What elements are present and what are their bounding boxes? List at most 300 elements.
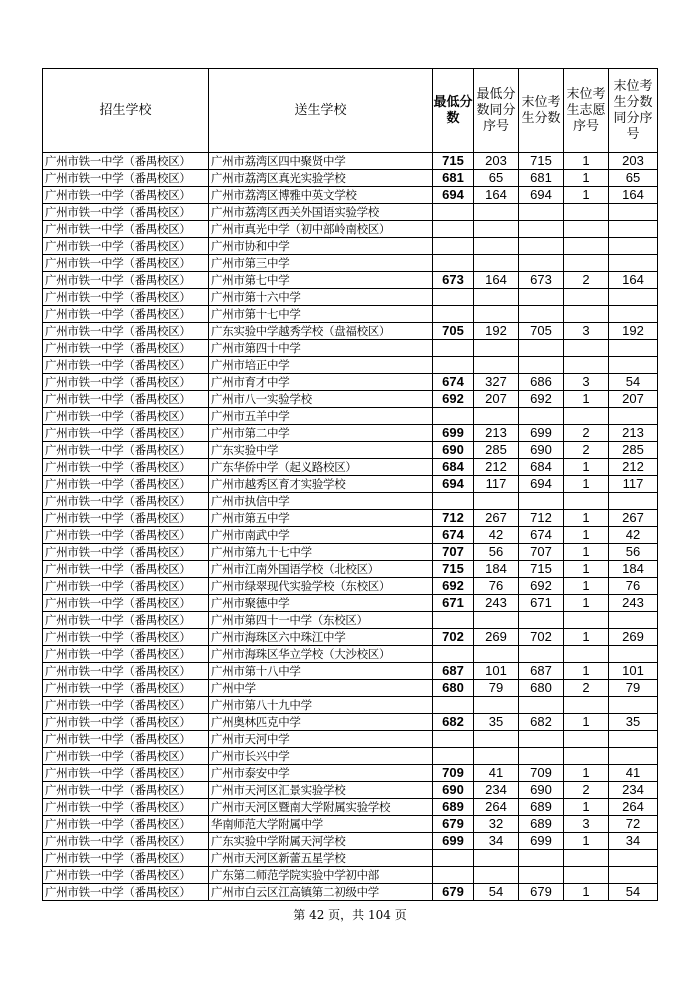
last-choice-cell xyxy=(564,289,609,306)
last-score-cell: 699 xyxy=(519,425,564,442)
min-score-rank-cell: 79 xyxy=(474,680,519,697)
last-score-rank-cell xyxy=(609,306,658,323)
recruit-school-cell: 广州市铁一中学（番禺校区） xyxy=(43,425,209,442)
last-choice-cell: 1 xyxy=(564,629,609,646)
min-score-rank-cell xyxy=(474,289,519,306)
last-score-rank-cell: 267 xyxy=(609,510,658,527)
table-row xyxy=(43,850,658,867)
last-score-cell: 692 xyxy=(519,578,564,595)
last-score-cell xyxy=(519,646,564,663)
min-score-cell xyxy=(433,204,474,221)
last-score-rank-cell: 234 xyxy=(609,782,658,799)
min-score-rank-cell: 184 xyxy=(474,561,519,578)
min-score-cell: 707 xyxy=(433,544,474,561)
sending-school-cell: 广州市聚德中学 xyxy=(209,595,433,612)
last-choice-cell: 1 xyxy=(564,663,609,680)
sending-school-cell: 广州市八一实验学校 xyxy=(209,391,433,408)
min-score-cell: 690 xyxy=(433,782,474,799)
min-score-rank-cell: 164 xyxy=(474,272,519,289)
min-score-cell: 689 xyxy=(433,799,474,816)
recruit-school-cell: 广州市铁一中学（番禺校区） xyxy=(43,459,209,476)
header-min-score-rank: 最低分数同分序号 xyxy=(474,69,519,153)
recruit-school-cell: 广州市铁一中学（番禺校区） xyxy=(43,646,209,663)
last-choice-cell: 1 xyxy=(564,476,609,493)
table-row xyxy=(43,408,658,425)
min-score-cell xyxy=(433,850,474,867)
sending-school-cell: 广州市第四十一中学（东校区） xyxy=(209,612,433,629)
last-choice-cell xyxy=(564,204,609,221)
last-choice-cell xyxy=(564,867,609,884)
min-score-rank-cell xyxy=(474,408,519,425)
sending-school-cell: 广州市白云区江高镇第二初级中学 xyxy=(209,884,433,901)
min-score-rank-cell: 41 xyxy=(474,765,519,782)
min-score-rank-cell: 285 xyxy=(474,442,519,459)
min-score-rank-cell xyxy=(474,221,519,238)
recruit-school-cell: 广州市铁一中学（番禺校区） xyxy=(43,731,209,748)
last-choice-cell: 1 xyxy=(564,391,609,408)
last-score-cell: 692 xyxy=(519,391,564,408)
min-score-cell: 699 xyxy=(433,833,474,850)
min-score-rank-cell: 234 xyxy=(474,782,519,799)
last-score-cell: 673 xyxy=(519,272,564,289)
last-choice-cell: 1 xyxy=(564,578,609,595)
header-last-score: 末位考生分数 xyxy=(519,69,564,153)
last-score-cell: 709 xyxy=(519,765,564,782)
last-score-rank-cell: 72 xyxy=(609,816,658,833)
last-score-cell: 699 xyxy=(519,833,564,850)
min-score-rank-cell: 34 xyxy=(474,833,519,850)
table-row xyxy=(43,170,658,187)
table-row xyxy=(43,544,658,561)
recruit-school-cell: 广州市铁一中学（番禺校区） xyxy=(43,272,209,289)
last-score-cell: 690 xyxy=(519,442,564,459)
admission-table xyxy=(42,68,658,901)
min-score-rank-cell: 203 xyxy=(474,153,519,170)
last-choice-cell xyxy=(564,408,609,425)
last-score-rank-cell xyxy=(609,221,658,238)
last-score-cell: 671 xyxy=(519,595,564,612)
min-score-rank-cell: 35 xyxy=(474,714,519,731)
min-score-rank-cell: 243 xyxy=(474,595,519,612)
min-score-cell: 709 xyxy=(433,765,474,782)
min-score-rank-cell: 76 xyxy=(474,578,519,595)
last-score-cell: 680 xyxy=(519,680,564,697)
sending-school-cell: 广东实验中学越秀学校（盘福校区） xyxy=(209,323,433,340)
table-row xyxy=(43,765,658,782)
sending-school-cell: 广东第二师范学院实验中学初中部 xyxy=(209,867,433,884)
recruit-school-cell: 广州市铁一中学（番禺校区） xyxy=(43,442,209,459)
recruit-school-cell: 广州市铁一中学（番禺校区） xyxy=(43,374,209,391)
last-score-rank-cell xyxy=(609,340,658,357)
last-choice-cell: 1 xyxy=(564,170,609,187)
min-score-cell: 715 xyxy=(433,153,474,170)
last-choice-cell: 1 xyxy=(564,510,609,527)
last-choice-cell: 1 xyxy=(564,714,609,731)
min-score-rank-cell xyxy=(474,850,519,867)
last-score-cell xyxy=(519,306,564,323)
sending-school-cell: 广州市江南外国语学校（北校区） xyxy=(209,561,433,578)
last-choice-cell xyxy=(564,731,609,748)
recruit-school-cell: 广州市铁一中学（番禺校区） xyxy=(43,612,209,629)
min-score-cell: 674 xyxy=(433,527,474,544)
last-score-rank-cell: 42 xyxy=(609,527,658,544)
min-score-cell: 681 xyxy=(433,170,474,187)
last-choice-cell xyxy=(564,697,609,714)
last-score-rank-cell xyxy=(609,238,658,255)
sending-school-cell: 广州市执信中学 xyxy=(209,493,433,510)
last-score-rank-cell xyxy=(609,697,658,714)
min-score-rank-cell: 56 xyxy=(474,544,519,561)
sending-school-cell: 广东实验中学 xyxy=(209,442,433,459)
last-choice-cell: 1 xyxy=(564,544,609,561)
sending-school-cell: 广州市第三中学 xyxy=(209,255,433,272)
last-score-rank-cell: 184 xyxy=(609,561,658,578)
last-choice-cell: 1 xyxy=(564,833,609,850)
sending-school-cell: 广州市第八十九中学 xyxy=(209,697,433,714)
sending-school-cell: 广州市荔湾区真光实验学校 xyxy=(209,170,433,187)
table-row xyxy=(43,731,658,748)
table-row xyxy=(43,782,658,799)
min-score-cell: 682 xyxy=(433,714,474,731)
recruit-school-cell: 广州市铁一中学（番禺校区） xyxy=(43,629,209,646)
min-score-rank-cell: 117 xyxy=(474,476,519,493)
sending-school-cell: 广州市海珠区六中珠江中学 xyxy=(209,629,433,646)
min-score-rank-cell xyxy=(474,748,519,765)
sending-school-cell: 广州中学 xyxy=(209,680,433,697)
sending-school-cell: 广州市长兴中学 xyxy=(209,748,433,765)
min-score-rank-cell: 212 xyxy=(474,459,519,476)
last-score-cell: 684 xyxy=(519,459,564,476)
last-score-cell: 682 xyxy=(519,714,564,731)
table-row xyxy=(43,153,658,170)
recruit-school-cell: 广州市铁一中学（番禺校区） xyxy=(43,170,209,187)
sending-school-cell: 广州市真光中学（初中部岭南校区） xyxy=(209,221,433,238)
min-score-rank-cell xyxy=(474,867,519,884)
min-score-rank-cell: 54 xyxy=(474,884,519,901)
min-score-rank-cell: 267 xyxy=(474,510,519,527)
table-row xyxy=(43,680,658,697)
sending-school-cell: 广州市荔湾区四中聚贤中学 xyxy=(209,153,433,170)
min-score-cell xyxy=(433,748,474,765)
last-choice-cell: 2 xyxy=(564,442,609,459)
min-score-cell xyxy=(433,646,474,663)
min-score-rank-cell: 269 xyxy=(474,629,519,646)
table-row xyxy=(43,867,658,884)
last-choice-cell xyxy=(564,255,609,272)
recruit-school-cell: 广州市铁一中学（番禺校区） xyxy=(43,289,209,306)
last-choice-cell: 1 xyxy=(564,187,609,204)
recruit-school-cell: 广州市铁一中学（番禺校区） xyxy=(43,544,209,561)
table-row xyxy=(43,391,658,408)
table-row xyxy=(43,697,658,714)
table-row xyxy=(43,357,658,374)
sending-school-cell: 广州市第七中学 xyxy=(209,272,433,289)
last-choice-cell: 3 xyxy=(564,816,609,833)
min-score-cell: 694 xyxy=(433,187,474,204)
table-row xyxy=(43,238,658,255)
recruit-school-cell: 广州市铁一中学（番禺校区） xyxy=(43,867,209,884)
last-score-rank-cell xyxy=(609,646,658,663)
last-score-rank-cell: 41 xyxy=(609,765,658,782)
sending-school-cell: 广州市天河区汇景实验学校 xyxy=(209,782,433,799)
min-score-cell: 679 xyxy=(433,884,474,901)
table-row xyxy=(43,476,658,493)
sending-school-cell: 广州市协和中学 xyxy=(209,238,433,255)
recruit-school-cell: 广州市铁一中学（番禺校区） xyxy=(43,357,209,374)
min-score-rank-cell xyxy=(474,255,519,272)
last-choice-cell xyxy=(564,612,609,629)
min-score-rank-cell: 164 xyxy=(474,187,519,204)
last-score-rank-cell: 34 xyxy=(609,833,658,850)
min-score-cell: 694 xyxy=(433,476,474,493)
min-score-rank-cell xyxy=(474,306,519,323)
table-row xyxy=(43,323,658,340)
min-score-rank-cell: 32 xyxy=(474,816,519,833)
last-choice-cell: 1 xyxy=(564,884,609,901)
last-score-cell xyxy=(519,204,564,221)
recruit-school-cell: 广州市铁一中学（番禺校区） xyxy=(43,748,209,765)
sending-school-cell: 广州市泰安中学 xyxy=(209,765,433,782)
last-score-cell: 679 xyxy=(519,884,564,901)
last-score-cell: 705 xyxy=(519,323,564,340)
table-row xyxy=(43,425,658,442)
header-last-choice: 末位考生志愿序号 xyxy=(564,69,609,153)
last-score-rank-cell xyxy=(609,204,658,221)
last-choice-cell: 1 xyxy=(564,799,609,816)
last-choice-cell xyxy=(564,340,609,357)
table-row xyxy=(43,221,658,238)
last-score-cell: 694 xyxy=(519,187,564,204)
last-score-cell xyxy=(519,493,564,510)
min-score-cell xyxy=(433,612,474,629)
page-footer: 第 42 页，共 104 页 xyxy=(293,908,407,922)
table-row xyxy=(43,272,658,289)
sending-school-cell: 广州市天河区新蕾五星学校 xyxy=(209,850,433,867)
sending-school-cell: 广州市越秀区育才实验学校 xyxy=(209,476,433,493)
recruit-school-cell: 广州市铁一中学（番禺校区） xyxy=(43,714,209,731)
table-row xyxy=(43,663,658,680)
last-score-cell: 687 xyxy=(519,663,564,680)
last-score-cell: 702 xyxy=(519,629,564,646)
last-score-cell xyxy=(519,255,564,272)
table-row xyxy=(43,646,658,663)
min-score-cell: 699 xyxy=(433,425,474,442)
min-score-cell xyxy=(433,306,474,323)
last-choice-cell xyxy=(564,493,609,510)
last-score-cell: 715 xyxy=(519,561,564,578)
last-score-cell: 674 xyxy=(519,527,564,544)
last-score-cell: 681 xyxy=(519,170,564,187)
header-last-score-rank: 末位考生分数同分序号 xyxy=(609,69,658,153)
sending-school-cell: 广州市第九十七中学 xyxy=(209,544,433,561)
recruit-school-cell: 广州市铁一中学（番禺校区） xyxy=(43,391,209,408)
last-score-rank-cell xyxy=(609,357,658,374)
last-score-rank-cell: 269 xyxy=(609,629,658,646)
recruit-school-cell: 广州市铁一中学（番禺校区） xyxy=(43,221,209,238)
last-score-rank-cell: 101 xyxy=(609,663,658,680)
min-score-rank-cell xyxy=(474,731,519,748)
table-row xyxy=(43,289,658,306)
sending-school-cell: 广州市第十六中学 xyxy=(209,289,433,306)
min-score-cell xyxy=(433,238,474,255)
min-score-cell: 671 xyxy=(433,595,474,612)
last-score-rank-cell: 35 xyxy=(609,714,658,731)
last-choice-cell: 3 xyxy=(564,374,609,391)
last-choice-cell: 1 xyxy=(564,459,609,476)
header-sending-school: 送生学校 xyxy=(209,69,433,153)
min-score-cell: 705 xyxy=(433,323,474,340)
recruit-school-cell: 广州市铁一中学（番禺校区） xyxy=(43,663,209,680)
last-score-cell xyxy=(519,289,564,306)
recruit-school-cell: 广州市铁一中学（番禺校区） xyxy=(43,782,209,799)
last-score-rank-cell xyxy=(609,748,658,765)
recruit-school-cell: 广州市铁一中学（番禺校区） xyxy=(43,408,209,425)
sending-school-cell: 广州奥林匹克中学 xyxy=(209,714,433,731)
last-score-rank-cell: 243 xyxy=(609,595,658,612)
min-score-cell xyxy=(433,408,474,425)
last-score-rank-cell: 264 xyxy=(609,799,658,816)
min-score-rank-cell xyxy=(474,612,519,629)
min-score-cell: 679 xyxy=(433,816,474,833)
min-score-rank-cell: 327 xyxy=(474,374,519,391)
table-row xyxy=(43,374,658,391)
recruit-school-cell: 广州市铁一中学（番禺校区） xyxy=(43,306,209,323)
min-score-cell xyxy=(433,340,474,357)
table-row xyxy=(43,884,658,901)
last-score-rank-cell: 203 xyxy=(609,153,658,170)
recruit-school-cell: 广州市铁一中学（番禺校区） xyxy=(43,799,209,816)
recruit-school-cell: 广州市铁一中学（番禺校区） xyxy=(43,238,209,255)
last-score-rank-cell: 65 xyxy=(609,170,658,187)
min-score-cell: 687 xyxy=(433,663,474,680)
table-row xyxy=(43,799,658,816)
sending-school-cell: 广州市南武中学 xyxy=(209,527,433,544)
table-row xyxy=(43,442,658,459)
last-score-cell xyxy=(519,221,564,238)
last-score-cell xyxy=(519,850,564,867)
table-row xyxy=(43,748,658,765)
min-score-cell: 674 xyxy=(433,374,474,391)
last-choice-cell xyxy=(564,357,609,374)
last-score-cell xyxy=(519,340,564,357)
last-score-rank-cell: 54 xyxy=(609,884,658,901)
min-score-rank-cell: 264 xyxy=(474,799,519,816)
last-choice-cell: 1 xyxy=(564,561,609,578)
min-score-cell: 680 xyxy=(433,680,474,697)
min-score-cell: 715 xyxy=(433,561,474,578)
last-choice-cell xyxy=(564,306,609,323)
sending-school-cell: 广州市第十八中学 xyxy=(209,663,433,680)
last-score-cell: 715 xyxy=(519,153,564,170)
last-choice-cell: 1 xyxy=(564,765,609,782)
last-score-cell xyxy=(519,731,564,748)
recruit-school-cell: 广州市铁一中学（番禺校区） xyxy=(43,561,209,578)
min-score-rank-cell: 65 xyxy=(474,170,519,187)
last-score-rank-cell: 192 xyxy=(609,323,658,340)
last-score-rank-cell xyxy=(609,255,658,272)
last-choice-cell: 2 xyxy=(564,782,609,799)
table-row xyxy=(43,714,658,731)
recruit-school-cell: 广州市铁一中学（番禺校区） xyxy=(43,884,209,901)
recruit-school-cell: 广州市铁一中学（番禺校区） xyxy=(43,476,209,493)
recruit-school-cell: 广州市铁一中学（番禺校区） xyxy=(43,527,209,544)
recruit-school-cell: 广州市铁一中学（番禺校区） xyxy=(43,340,209,357)
table-row xyxy=(43,833,658,850)
last-score-cell: 686 xyxy=(519,374,564,391)
table-row xyxy=(43,612,658,629)
min-score-rank-cell xyxy=(474,646,519,663)
last-score-cell xyxy=(519,748,564,765)
min-score-cell: 673 xyxy=(433,272,474,289)
last-score-cell xyxy=(519,238,564,255)
min-score-rank-cell xyxy=(474,340,519,357)
table-row xyxy=(43,561,658,578)
recruit-school-cell: 广州市铁一中学（番禺校区） xyxy=(43,765,209,782)
last-score-rank-cell xyxy=(609,612,658,629)
recruit-school-cell: 广州市铁一中学（番禺校区） xyxy=(43,510,209,527)
last-score-rank-cell: 76 xyxy=(609,578,658,595)
recruit-school-cell: 广州市铁一中学（番禺校区） xyxy=(43,323,209,340)
last-score-rank-cell: 285 xyxy=(609,442,658,459)
last-score-rank-cell: 79 xyxy=(609,680,658,697)
last-score-cell: 689 xyxy=(519,799,564,816)
recruit-school-cell: 广州市铁一中学（番禺校区） xyxy=(43,578,209,595)
last-score-cell: 707 xyxy=(519,544,564,561)
last-choice-cell: 1 xyxy=(564,595,609,612)
min-score-rank-cell: 213 xyxy=(474,425,519,442)
last-score-cell xyxy=(519,408,564,425)
min-score-cell xyxy=(433,255,474,272)
recruit-school-cell: 广州市铁一中学（番禺校区） xyxy=(43,493,209,510)
recruit-school-cell: 广州市铁一中学（番禺校区） xyxy=(43,204,209,221)
last-score-cell xyxy=(519,697,564,714)
last-score-rank-cell xyxy=(609,731,658,748)
sending-school-cell: 广州市第二中学 xyxy=(209,425,433,442)
sending-school-cell: 广州市五羊中学 xyxy=(209,408,433,425)
last-score-rank-cell: 56 xyxy=(609,544,658,561)
sending-school-cell: 广州市荔湾区博雅中英文学校 xyxy=(209,187,433,204)
sending-school-cell: 广州市第五中学 xyxy=(209,510,433,527)
min-score-rank-cell: 207 xyxy=(474,391,519,408)
last-score-rank-cell: 54 xyxy=(609,374,658,391)
last-score-rank-cell: 213 xyxy=(609,425,658,442)
min-score-rank-cell: 192 xyxy=(474,323,519,340)
recruit-school-cell: 广州市铁一中学（番禺校区） xyxy=(43,153,209,170)
sending-school-cell: 广东华侨中学（起义路校区） xyxy=(209,459,433,476)
last-choice-cell: 1 xyxy=(564,153,609,170)
last-choice-cell: 2 xyxy=(564,680,609,697)
recruit-school-cell: 广州市铁一中学（番禺校区） xyxy=(43,187,209,204)
table-header xyxy=(43,69,658,153)
last-choice-cell: 1 xyxy=(564,527,609,544)
min-score-cell xyxy=(433,731,474,748)
table-row xyxy=(43,578,658,595)
min-score-rank-cell xyxy=(474,238,519,255)
table-row xyxy=(43,629,658,646)
sending-school-cell: 华南师范大学附属中学 xyxy=(209,816,433,833)
last-choice-cell xyxy=(564,646,609,663)
header-min-score: 最低分数 xyxy=(433,69,474,153)
recruit-school-cell: 广州市铁一中学（番禺校区） xyxy=(43,595,209,612)
last-score-rank-cell: 117 xyxy=(609,476,658,493)
recruit-school-cell: 广州市铁一中学（番禺校区） xyxy=(43,816,209,833)
min-score-cell xyxy=(433,697,474,714)
last-score-rank-cell xyxy=(609,867,658,884)
min-score-cell: 690 xyxy=(433,442,474,459)
last-score-rank-cell: 164 xyxy=(609,272,658,289)
last-choice-cell xyxy=(564,748,609,765)
table-row xyxy=(43,510,658,527)
